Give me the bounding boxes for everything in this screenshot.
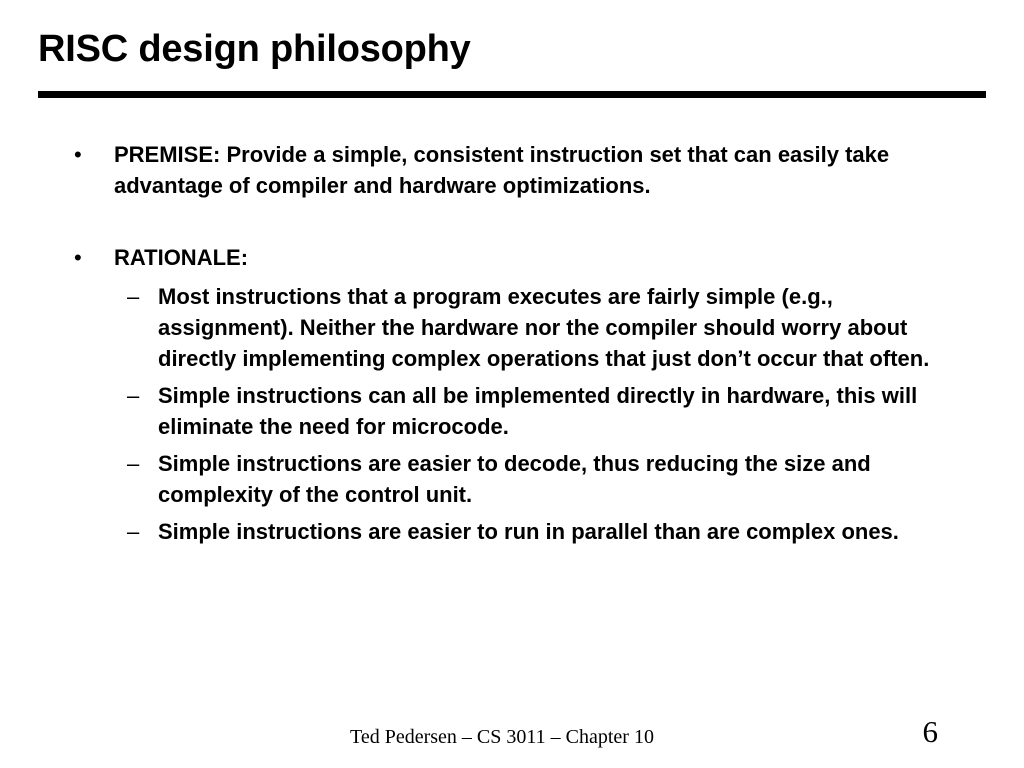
bullet-rationale-text: RATIONALE:: [114, 245, 249, 270]
dash-marker: –: [127, 519, 140, 544]
bullet-premise: [74, 139, 914, 201]
rationale-sub-list: [127, 281, 958, 553]
bullet-premise-text: PREMISE: Provide a simple, consistent instruction set that can easily take advantage of compiler and hardware optimizations.: [114, 142, 890, 198]
sub-bullet-hardware: [127, 380, 958, 442]
dash-marker: –: [127, 383, 140, 408]
sub-bullet-text: Simple instructions are easier to run in parallel than are complex ones.: [158, 519, 899, 544]
bullet-rationale: [74, 242, 914, 273]
bullet-marker: •: [74, 142, 82, 167]
sub-bullet-text: Simple instructions are easier to decode, thus reducing the size and complexity of the control unit.: [158, 451, 871, 507]
dash-marker: –: [127, 284, 140, 309]
slide-title: RISC design philosophy: [38, 28, 471, 70]
sub-bullet-decode: [127, 448, 958, 510]
sub-bullet-parallel: [127, 516, 958, 547]
slide-footer: Ted Pedersen – CS 3011 – Chapter 10: [350, 726, 654, 748]
sub-bullet-text: Most instructions that a program executes are fairly simple (e.g., assignment). Neither the hardware nor the compiler should worry about directly implementing complex operations that just don’t occur that often.: [158, 284, 930, 371]
sub-bullet-text: Simple instructions can all be implemented directly in hardware, this will eliminate the need for microcode.: [158, 383, 918, 439]
dash-marker: –: [127, 451, 140, 476]
page-number: 6: [922, 714, 938, 749]
sub-bullet-simple-ops: [127, 281, 958, 374]
bullet-marker: •: [74, 245, 82, 270]
